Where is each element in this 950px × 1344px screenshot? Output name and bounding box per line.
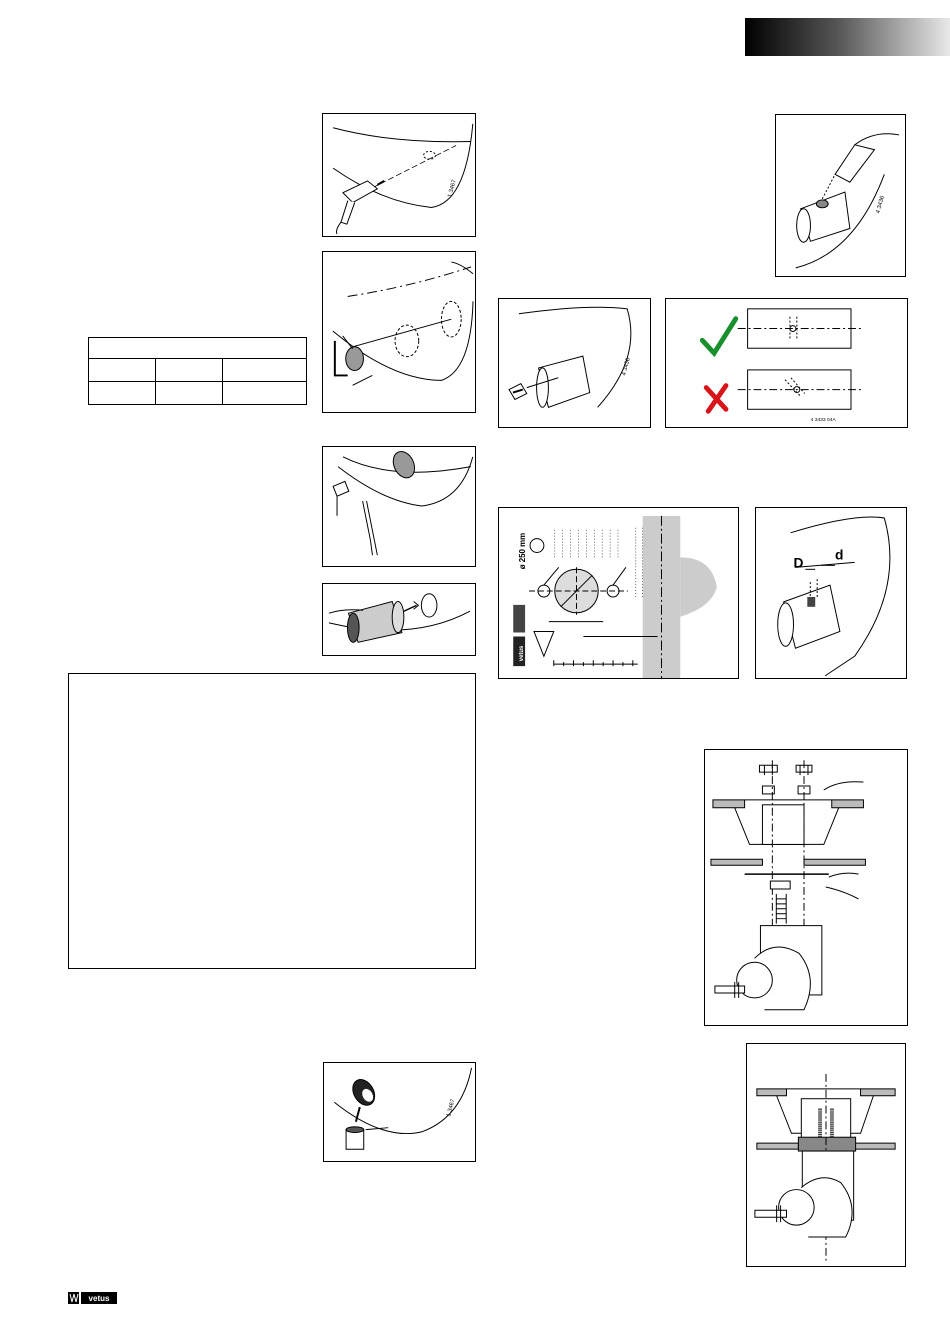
template-diameter: ø 250 mm [518, 532, 528, 570]
table-cell [223, 382, 307, 405]
fig-code: 4 3436 [621, 357, 632, 377]
label-D: D [793, 554, 804, 571]
cross-icon [706, 386, 726, 412]
figure-tube-insert [322, 583, 476, 656]
figure-clean-hole [322, 446, 476, 567]
table-cell [89, 359, 156, 382]
footer-brand: vetus [88, 1294, 110, 1303]
table-cell [156, 382, 223, 405]
table-row [89, 359, 307, 382]
table-header [89, 338, 307, 359]
label-d: d [834, 546, 844, 563]
footer-logo [68, 1292, 117, 1304]
figure-hole-saw [322, 251, 476, 413]
note-frame [68, 673, 476, 969]
figure-sealant [323, 1062, 476, 1162]
fig-code: 1 3467 [447, 179, 458, 199]
figure-assembly-exploded [704, 749, 908, 1026]
table-row [89, 382, 307, 405]
figure-template-sheet [498, 507, 739, 679]
figure-pencil-tube [775, 114, 906, 277]
check-icon [702, 319, 735, 353]
table-cell [156, 359, 223, 382]
fig-code: 4 3433 04A [810, 418, 836, 424]
table-cell [223, 359, 307, 382]
fig-code: 1 3467 [446, 1098, 457, 1118]
figure-dimensions [755, 507, 907, 679]
header-tab [745, 18, 950, 56]
figure-drill-hull [322, 113, 476, 237]
figure-template-tube [498, 298, 651, 428]
figure-alignment [665, 298, 908, 428]
fig-code: 4 3436 [875, 195, 886, 215]
figure-assembly-final [746, 1043, 906, 1267]
dimensions-table [88, 337, 307, 405]
table-cell [89, 382, 156, 405]
template-brand: vetus [519, 645, 526, 662]
